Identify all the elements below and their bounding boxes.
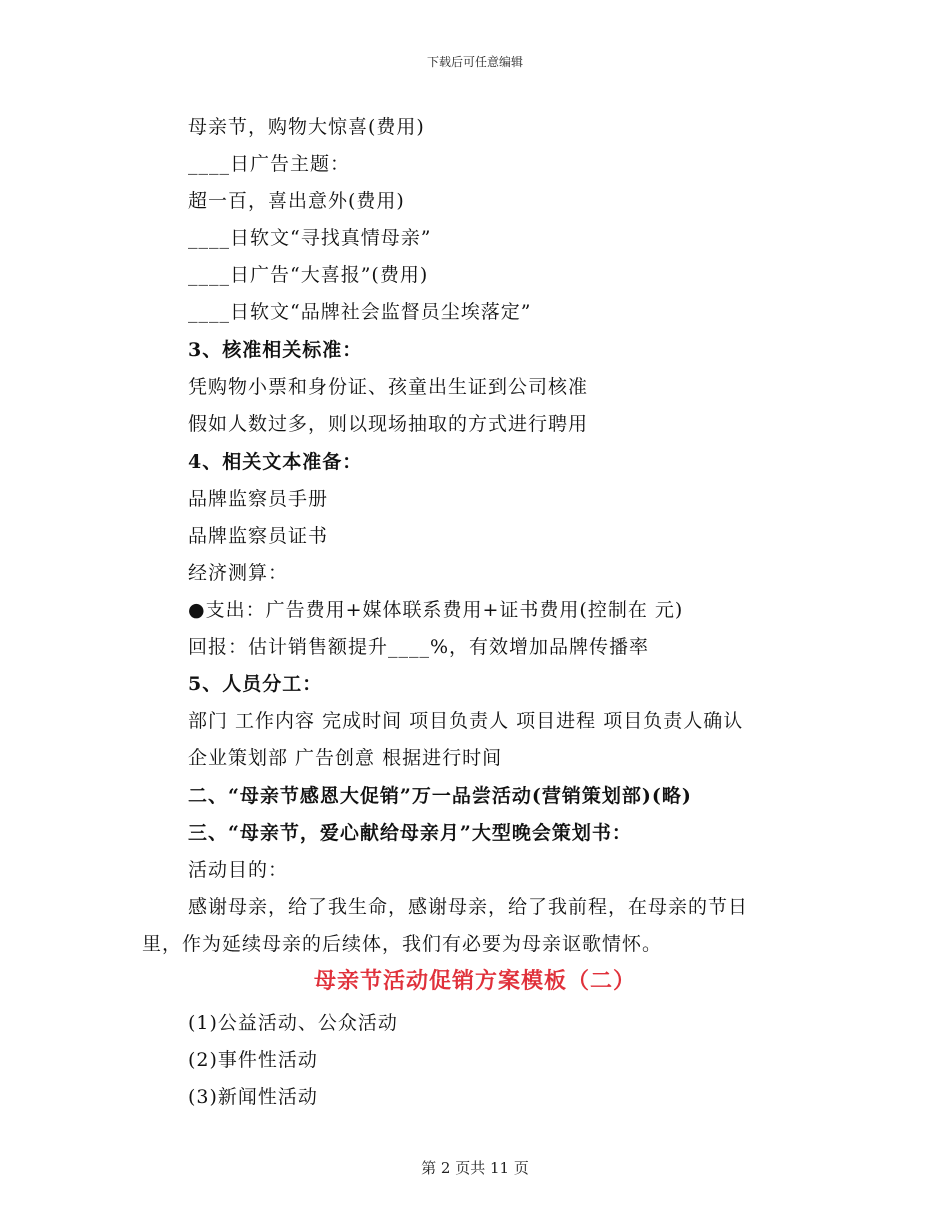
text-line: ____日广告主题： <box>188 153 351 175</box>
text-line: 品牌监察员证书 <box>188 525 329 547</box>
text-line: ____日软文“品牌社会监督员尘埃落定” <box>188 301 532 323</box>
page-header: 下载后可任意编辑 <box>426 55 523 69</box>
text-line: 企业策划部 广告创意 根据进行时间 <box>188 747 503 769</box>
text-line: ____日软文“寻找真情母亲” <box>188 227 432 249</box>
list-item: (3)新闻性活动 <box>188 1086 318 1108</box>
text-line: ____日广告“大喜报”(费用) <box>188 264 429 286</box>
text-line: 活动目的： <box>188 859 289 881</box>
text-line: 假如人数过多，则以现场抽取的方式进行聘用 <box>188 413 589 435</box>
text-line: 品牌监察员手册 <box>188 488 329 510</box>
text-line: 部门 工作内容 完成时间 项目负责人 项目进程 项目负责人确认 <box>188 710 744 732</box>
section-title: 母亲节活动促销方案模板（二） <box>313 968 636 994</box>
text-line: 回报：估计销售额提升____%，有效增加品牌传播率 <box>188 636 650 658</box>
text-line: 凭购物小票和身份证、孩童出生证到公司核准 <box>188 376 589 398</box>
subheading: 5、人员分工： <box>188 673 323 695</box>
text-line: 母亲节，购物大惊喜(费用) <box>188 116 425 138</box>
text-line: 经济测算： <box>188 562 289 584</box>
list-item: (1)公益活动、公众活动 <box>188 1012 398 1034</box>
text-line: 超一百，喜出意外(费用) <box>188 190 405 212</box>
subheading: 二、“母亲节感恩大促销”万一品尝活动(营销策划部)(略) <box>188 785 692 807</box>
text-line: ●支出：广告费用+媒体联系费用+证书费用(控制在 元) <box>188 599 684 621</box>
page-footer: 第 2 页共 11 页 <box>421 1159 529 1177</box>
list-item: (2)事件性活动 <box>188 1049 318 1071</box>
paragraph-line: 感谢母亲，给了我生命，感谢母亲，给了我前程，在母亲的节日 <box>188 896 749 918</box>
subheading: 4、相关文本准备： <box>188 451 363 473</box>
subheading: 3、核准相关标准： <box>188 339 363 361</box>
paragraph-line: 里，作为延续母亲的后续体，我们有必要为母亲讴歌情怀。 <box>142 933 663 955</box>
subheading: 三、“母亲节，爱心献给母亲月”大型晚会策划书： <box>188 822 632 844</box>
